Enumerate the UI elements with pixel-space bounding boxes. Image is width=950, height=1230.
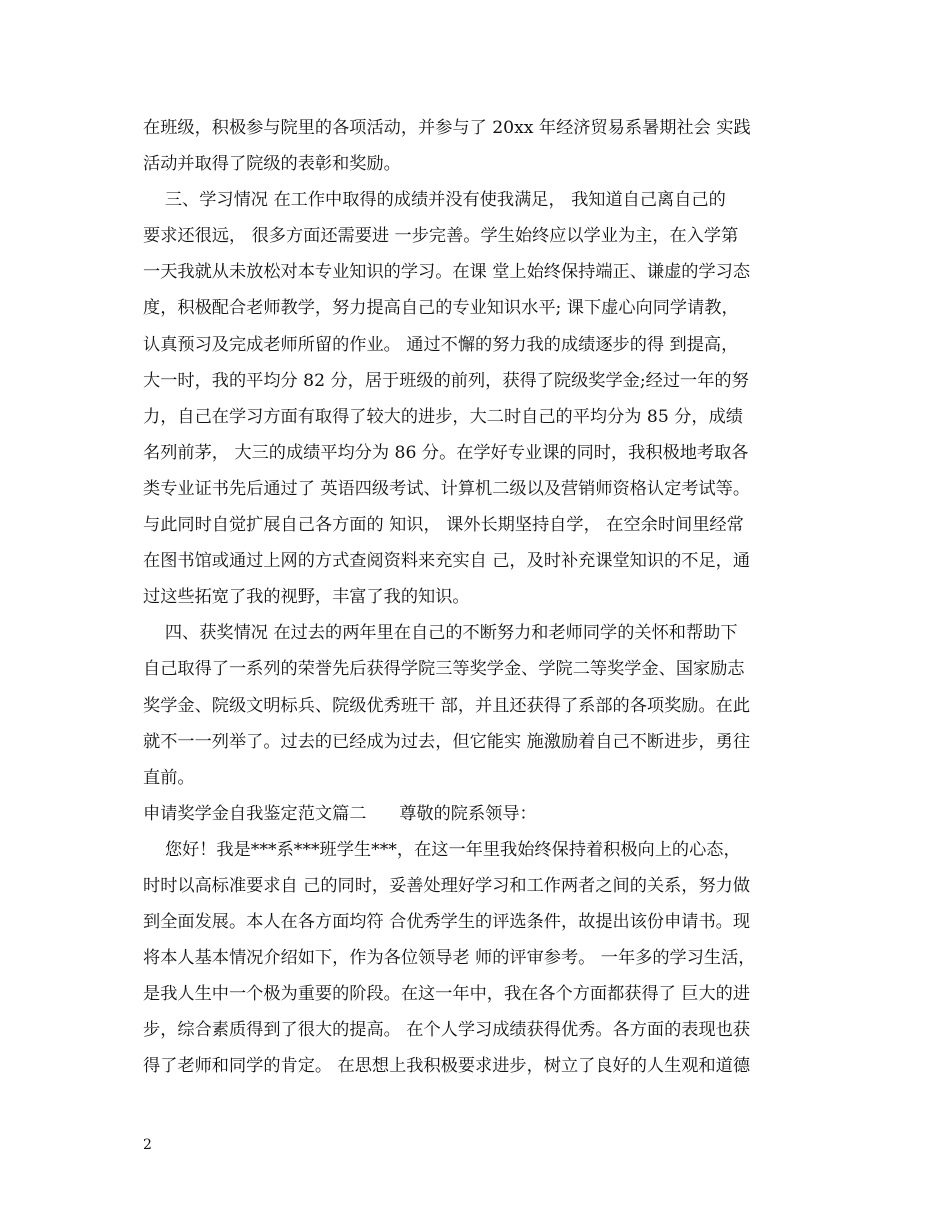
text-line: 是我人生中一个极为重要的阶段。在这一年中，我在各个方面都获得了 巨大的进	[143, 984, 751, 1005]
text-line: 力，自己在学习方面有取得了较大的进步，大二时自己的平均分为 85 分，成绩	[143, 406, 743, 427]
text-line: 申请奖学金自我鉴定范文篇二 尊敬的院系领导：	[143, 803, 537, 824]
text-line: 认真预习及完成老师所留的作业。 通过不懈的努力我的成绩逐步的得 到提高，	[143, 334, 739, 355]
text-line: 得了老师和同学的肯定。 在思想上我积极要求进步，树立了良好的人生观和道德	[143, 1056, 751, 1077]
text-line: 到全面发展。本人在各方面均符 合优秀学生的评选条件，故提出该份申请书。现	[143, 912, 751, 933]
text-line: 自己取得了一系列的荣誉先后获得学院三等奖学金、学院二等奖学金、国家励志	[143, 659, 745, 680]
text-line: 三、学习情况 在工作中取得的成绩并没有使我满足， 我知道自己离自己的	[143, 190, 726, 211]
text-line: 四、获奖情况 在过去的两年里在自己的不断努力和老师同学的关怀和帮助下	[143, 623, 738, 644]
text-line: 时时以高标准要求自 己的同时，妥善处理好学习和工作两者之间的关系，努力做	[143, 875, 751, 896]
text-line: 直前。	[143, 767, 195, 788]
text-line: 奖学金、院级文明标兵、院级优秀班干 部，并且还获得了系部的各项奖励。在此	[143, 695, 751, 716]
page-number: 2	[143, 1137, 152, 1153]
text-line: 就不一一列举了。过去的已经成为过去，但它能实 施激励着自己不断进步，勇往	[143, 731, 751, 752]
body-text	[143, 110, 833, 1085]
text-line: 名列前茅， 大三的成绩平均分为 86 分。在学好专业课的同时，我积极地考取各	[143, 442, 749, 463]
text-line: 一天我就从未放松对本专业知识的学习。在课 堂上始终保持端正、谦虚的学习态	[143, 262, 751, 283]
text-line: 要求还很远， 很多方面还需要进 一步完善。学生始终应以学业为主，在入学第	[143, 226, 739, 247]
text-line: 与此同时自觉扩展自己各方面的 知识， 课外长期坚持自学， 在空余时间里经常	[143, 515, 744, 536]
text-line: 您好！我是***系***班学生***，在这一年里我始终保持着积极向上的心态，	[143, 839, 741, 860]
text-line: 在图书馆或通过上网的方式查阅资料来充实自 己，及时补充课堂知识的不足，通	[143, 551, 751, 572]
text-line: 类专业证书先后通过了 英语四级考试、计算机二级以及营销师资格认定考试等。	[143, 478, 751, 499]
text-line: 活动并取得了院级的表彰和奖励。	[143, 154, 401, 175]
text-line: 步，综合素质得到了很大的提高。 在个人学习成绩获得优秀。各方面的表现也获	[143, 1020, 751, 1041]
text-line: 在班级，积极参与院里的各项活动，并参与了 20xx 年经济贸易系暑期社会 实践	[143, 118, 751, 138]
text-line: 过这些拓宽了我的视野，丰富了我的知识。	[143, 587, 470, 608]
text-line: 将本人基本情况介绍如下，作为各位领导老 师的评审参考。 一年多的学习生活，	[143, 948, 756, 969]
text-line: 度，积极配合老师教学，努力提高自己的专业知识水平; 课下虚心向同学请教，	[143, 298, 739, 319]
text-line: 大一时，我的平均分 82 分，居于班级的前列，获得了院级奖学金;经过一年的努	[143, 370, 749, 391]
